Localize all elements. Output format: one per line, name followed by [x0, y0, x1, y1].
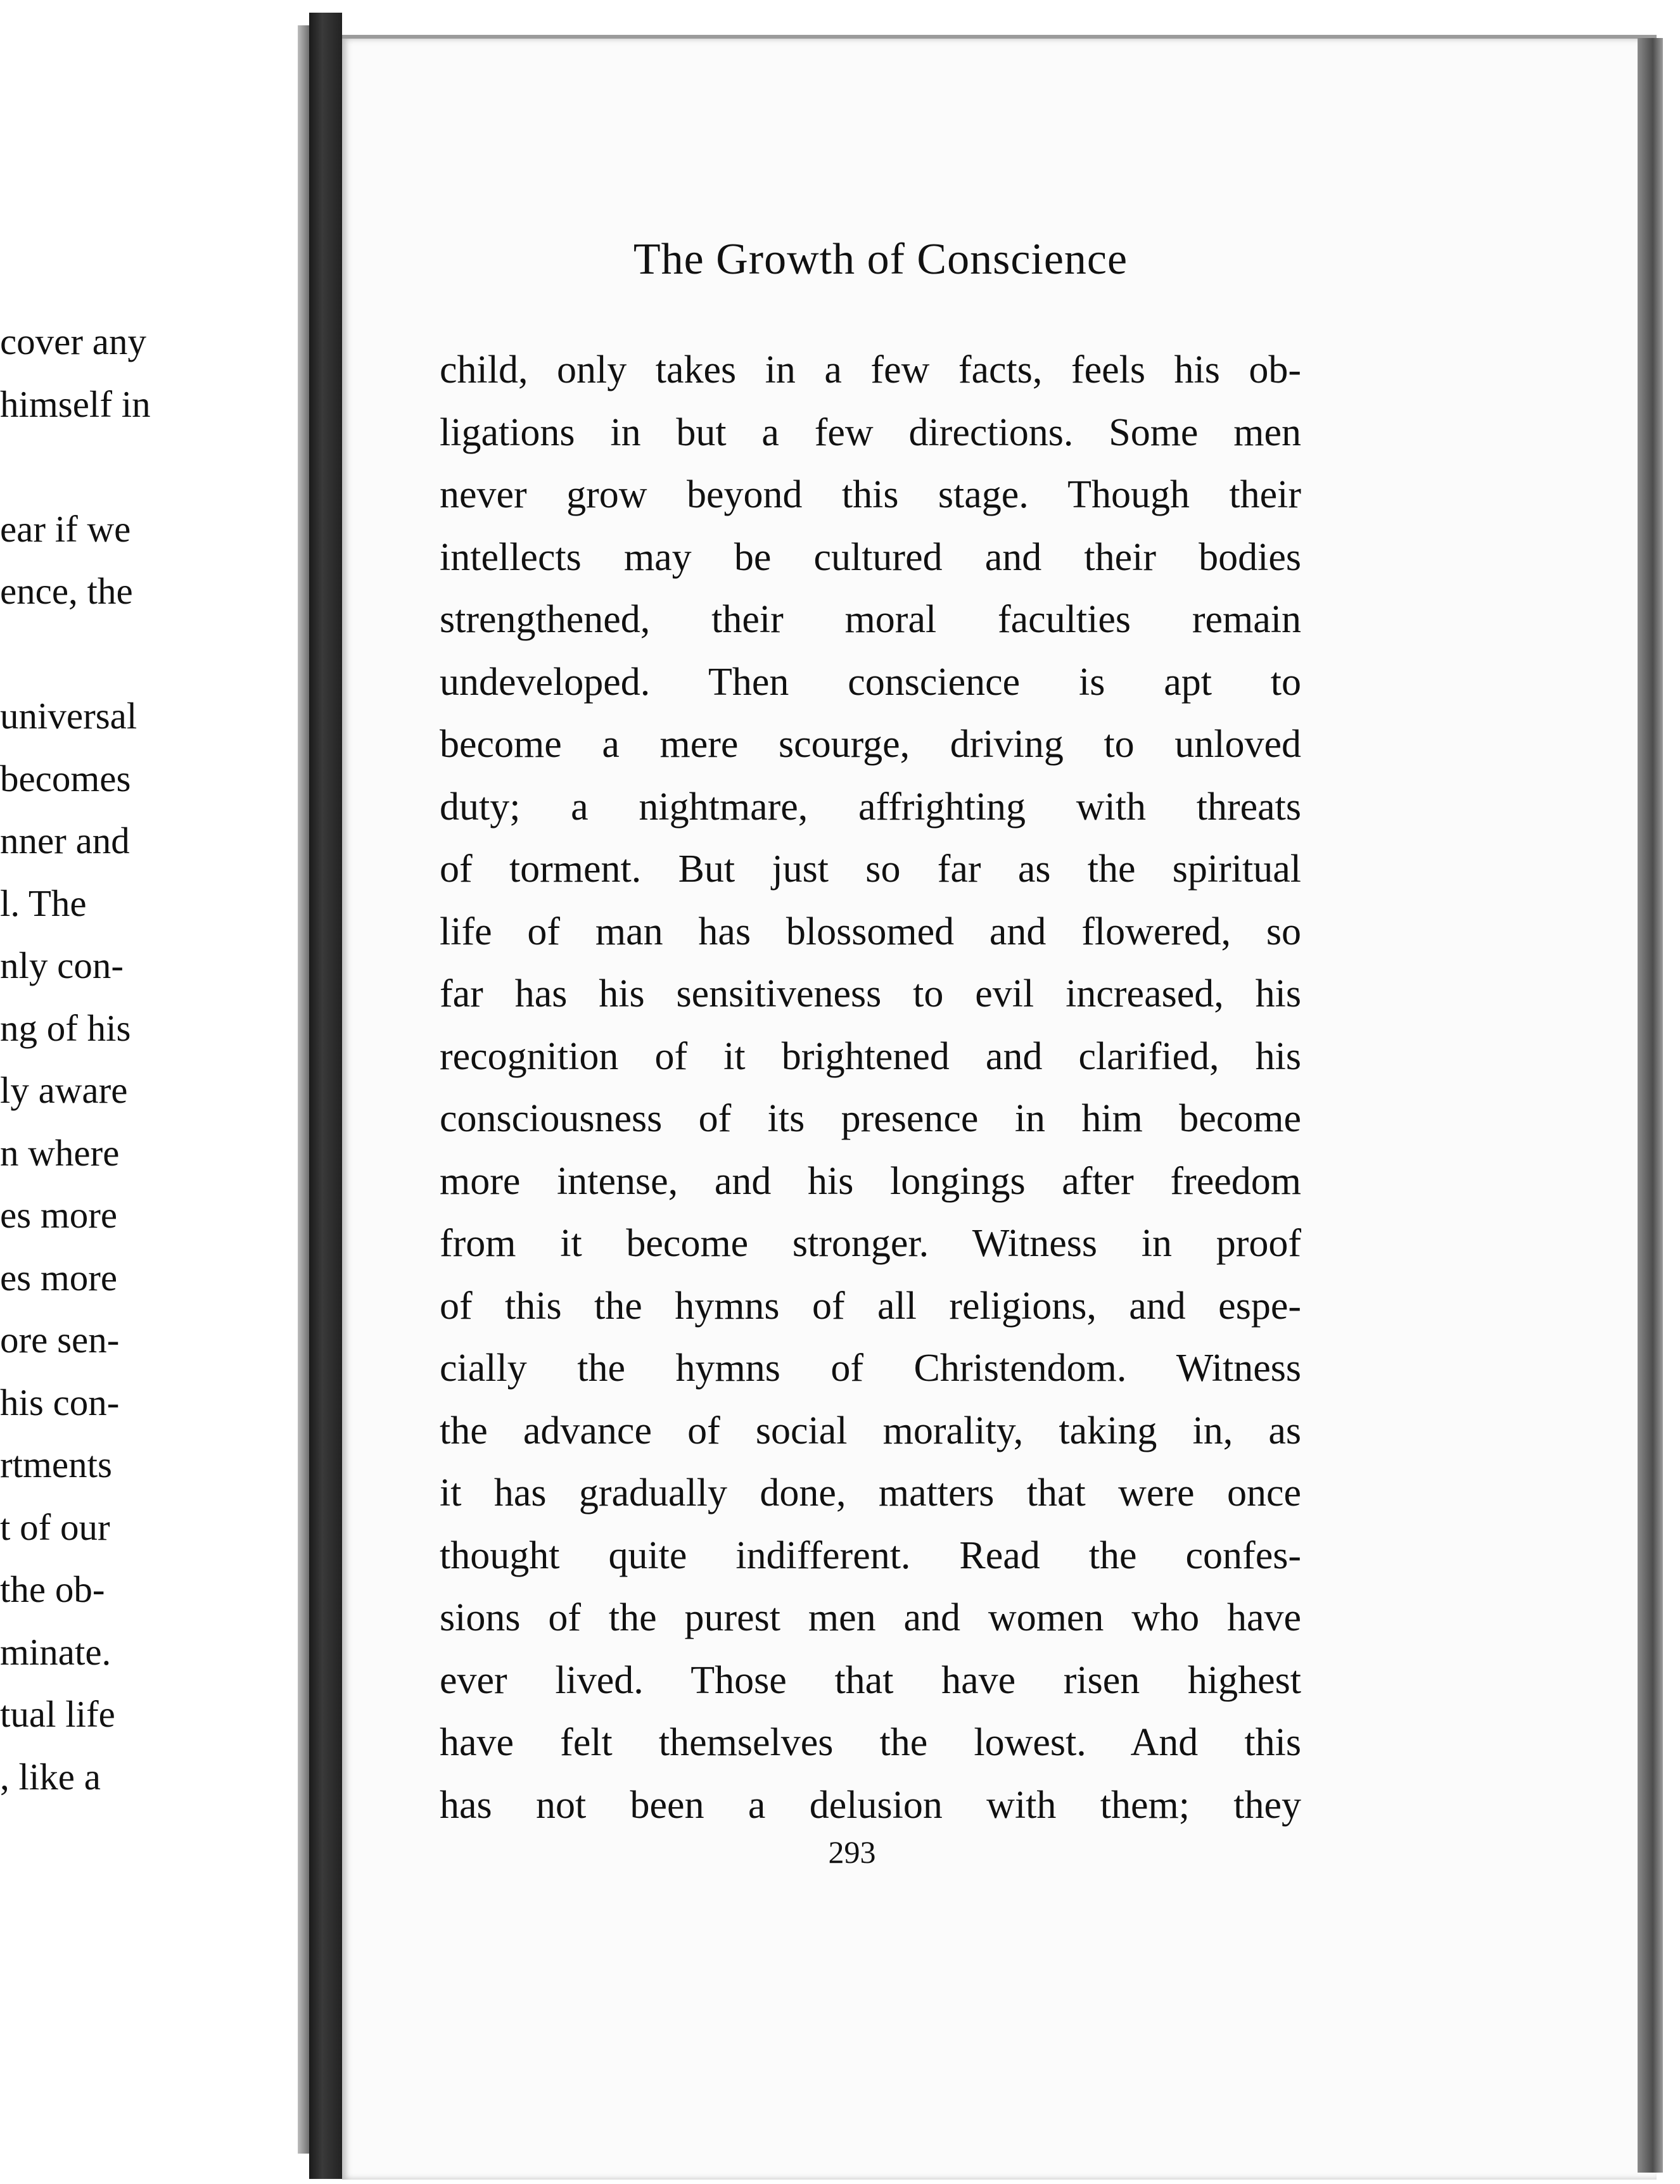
- left-line: ore sen-: [0, 1319, 120, 1361]
- left-line: ng of his: [0, 1006, 131, 1049]
- left-line: ence, the: [0, 570, 133, 612]
- text-line: life of man has blossomed and flowered, so: [440, 910, 1301, 953]
- text-line: sions of the purest men and women who have: [440, 1596, 1301, 1639]
- left-page-text: [0, 310, 190, 1808]
- left-line: ear if we: [0, 507, 131, 550]
- text-line: become a mere scourge, driving to unloved: [440, 723, 1301, 766]
- text-line: recognition of it brightened and clarified, his: [440, 1034, 1301, 1078]
- left-line: l. The: [0, 882, 87, 924]
- text-line: ever lived. Those that have risen highest: [440, 1658, 1301, 1702]
- left-line: nner and: [0, 820, 130, 861]
- left-line: himself in: [0, 383, 151, 425]
- text-line: cially the hymns of Christendom. Witness: [440, 1347, 1301, 1390]
- text-line: intellects may be cultured and their bodies: [440, 535, 1301, 579]
- left-line: [0, 435, 190, 498]
- left-line: es more: [0, 1194, 118, 1236]
- left-line: [0, 623, 190, 685]
- text-line: of this the hymns of all religions, and espe-: [440, 1284, 1301, 1328]
- text-line: thought quite indifferent. Read the confes-: [440, 1533, 1301, 1577]
- text-line: child, only takes in a few facts, feels his ob-: [440, 348, 1301, 391]
- running-head: The Growth of Conscience: [633, 235, 1128, 284]
- left-page-edge: [298, 25, 309, 2154]
- text-line: never grow beyond this stage. Though their: [440, 473, 1301, 516]
- text-line: have felt themselves the lowest. And this: [440, 1721, 1301, 1764]
- text-line: far has his sensitiveness to evil increased, his: [440, 972, 1301, 1015]
- left-page: [0, 25, 304, 2166]
- left-line: ly aware: [0, 1069, 128, 1111]
- text-line: more intense, and his longings after freedom: [440, 1159, 1301, 1203]
- left-line: nly con-: [0, 944, 124, 986]
- left-line: t of our: [0, 1506, 110, 1548]
- text-line: undeveloped. Then conscience is apt to: [440, 660, 1301, 704]
- left-line: es more: [0, 1256, 118, 1298]
- left-line: , like a: [0, 1755, 101, 1798]
- left-line: minate.: [0, 1630, 111, 1673]
- left-line: becomes: [0, 757, 131, 799]
- text-line: duty; a nightmare, affrighting with threats: [440, 785, 1301, 829]
- text-line: strengthened, their moral faculties remain: [440, 598, 1301, 641]
- text-line: has not been a delusion with them; they: [440, 1783, 1301, 1827]
- left-line: cover any: [0, 321, 146, 362]
- left-line: the ob-: [0, 1568, 105, 1610]
- text-line: consciousness of its presence in him become: [440, 1097, 1301, 1140]
- text-line: of torment. But just so far as the spiritual: [440, 848, 1301, 891]
- left-line: tual life: [0, 1693, 115, 1735]
- left-line: universal: [0, 695, 137, 737]
- text-line: from it become stronger. Witness in proof: [440, 1222, 1301, 1265]
- body-text: [440, 339, 1301, 1836]
- text-line: it has gradually done, matters that were once: [440, 1471, 1301, 1514]
- left-line: his con-: [0, 1381, 120, 1423]
- book-gutter: [309, 13, 342, 2179]
- text-line: ligations in but a few directions. Some men: [440, 410, 1301, 454]
- left-line: rtments: [0, 1444, 112, 1485]
- text-line: the advance of social morality, taking in, as: [440, 1409, 1301, 1452]
- page-number: 293: [828, 1834, 876, 1870]
- left-line: n where: [0, 1131, 120, 1174]
- right-page-edge: [1638, 38, 1663, 2173]
